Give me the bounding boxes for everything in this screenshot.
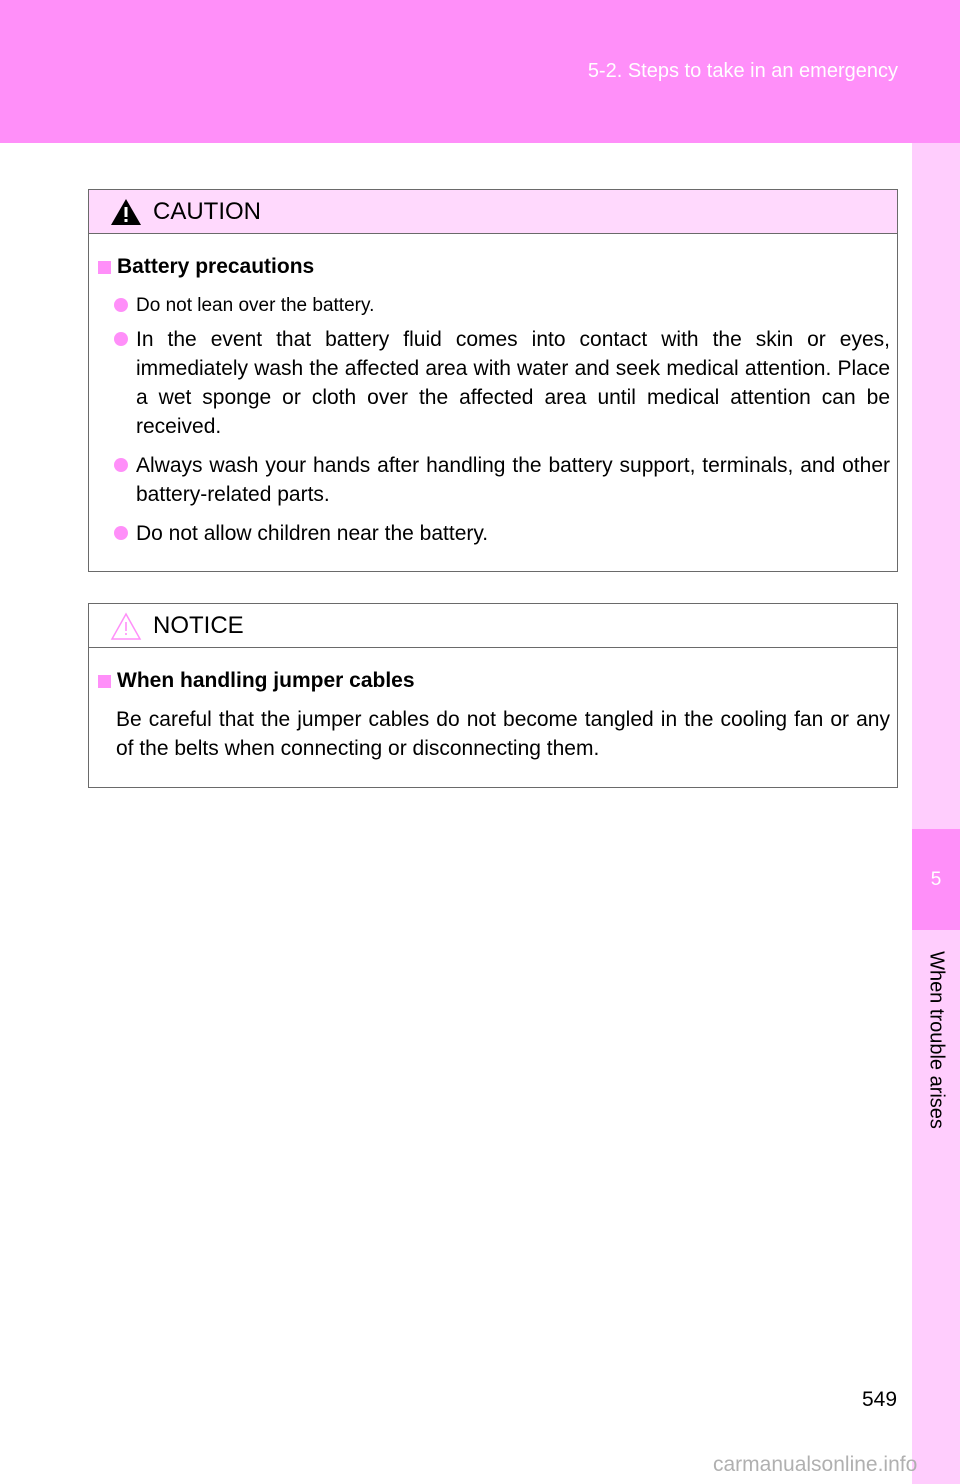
notice-header [89, 604, 897, 648]
caution-bullet [114, 325, 890, 441]
square-bullet-icon [98, 261, 111, 274]
square-bullet-icon [98, 675, 111, 688]
notice-body: Be careful that the jumper cables do not become tangled in the cooling fan or any of the belts when connecting or disconnecting them. [116, 708, 890, 760]
watermark: carmanualsonline.info [713, 1453, 918, 1476]
chapter-number: 5 [930, 868, 942, 890]
bullet-dot-icon [114, 458, 128, 472]
caution-bullet-text: Do not allow children near the battery. [136, 522, 489, 545]
caution-bullet [114, 451, 890, 509]
chapter-tab[interactable] [912, 829, 960, 930]
caution-bullet-text: Always wash your hands after handling the battery support, terminals, and other battery-related parts. [136, 454, 890, 506]
caution-bullet-text: In the event that battery fluid comes into contact with the skin or eyes, immediately wash the affected area with water and seek medical attention. Place a wet sponge or cloth over the affected area until medical attention can be received. [136, 328, 890, 438]
caution-bullet-text: Do not lean over the battery. [136, 295, 375, 316]
warning-icon [109, 197, 143, 227]
warning-outline-icon [109, 611, 143, 641]
bullet-dot-icon [114, 526, 128, 540]
side-strip [912, 143, 960, 1484]
caution-heading [98, 255, 314, 279]
caution-box [88, 189, 898, 572]
notice-heading [98, 669, 415, 693]
caution-bullet [114, 519, 890, 548]
caution-bullet [114, 291, 890, 320]
notice-box [88, 603, 898, 788]
bullet-dot-icon [114, 332, 128, 346]
caution-header [89, 190, 897, 234]
page-number: 549 [862, 1388, 898, 1411]
section-title: 5-2. Steps to take in an emergency [587, 60, 898, 82]
caution-heading-text: Battery precautions [117, 255, 315, 278]
header-band [0, 0, 960, 143]
notice-heading-text: When handling jumper cables [117, 669, 415, 692]
notice-label: NOTICE [153, 611, 244, 639]
chapter-title: When trouble arises [925, 951, 948, 1129]
bullet-dot-icon [114, 298, 128, 312]
caution-label: CAUTION [153, 197, 261, 225]
